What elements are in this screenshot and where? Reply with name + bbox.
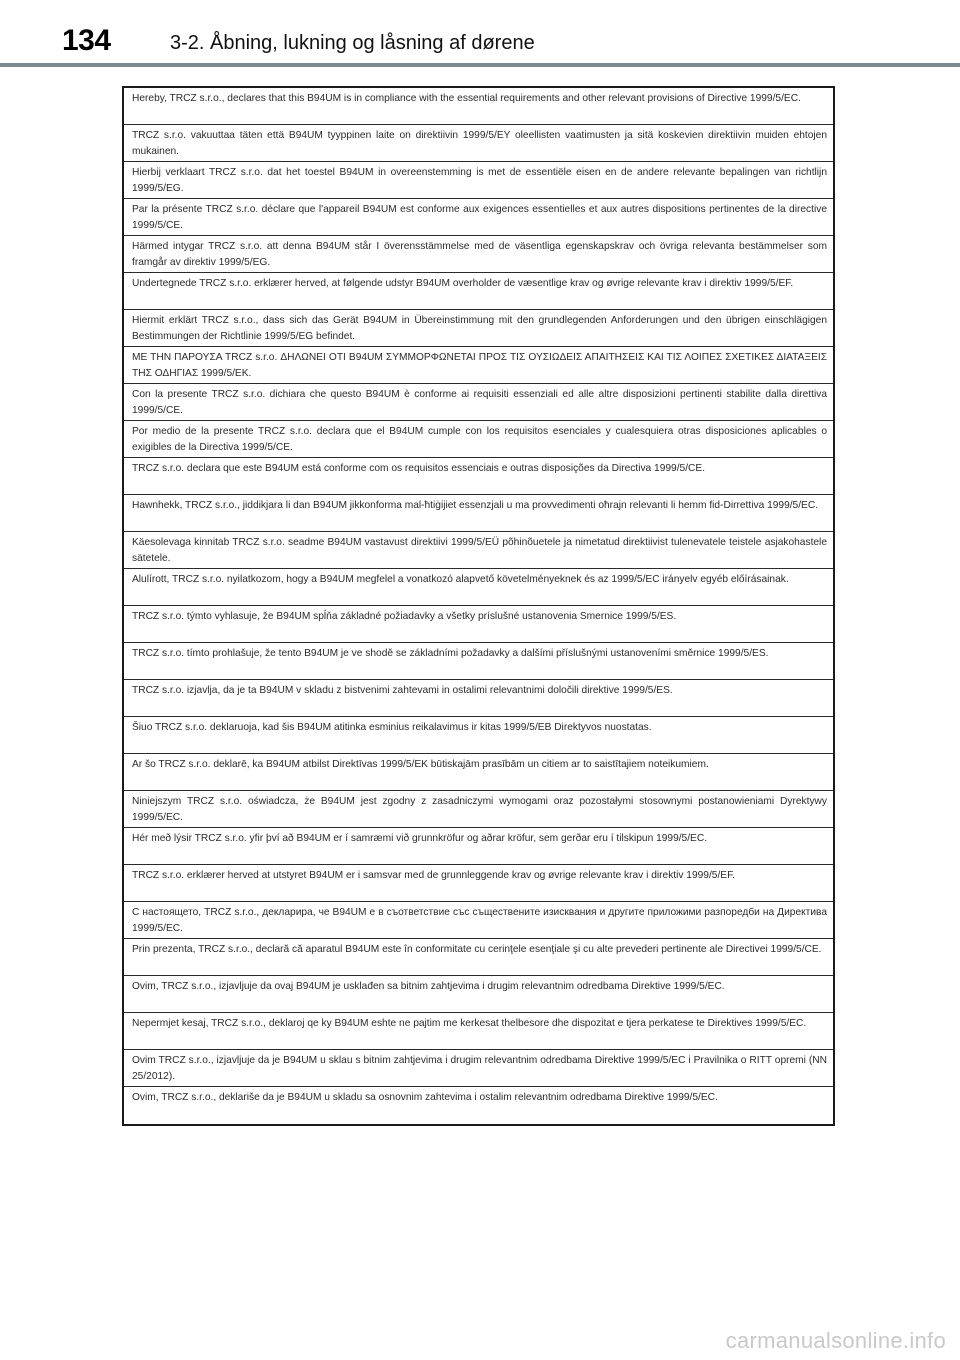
declaration-row: Ovim, TRCZ s.r.o., deklariše da je B94UM u skladu sa osnovnim zahtevima i ostalim relevantnim odredbama Direktive 1999/5/EC. — [132, 1092, 718, 1103]
declaration-row: TRCZ s.r.o. týmto vyhlasuje, že B94UM spĺňa základné požiadavky a všetky príslušné ustanovenia Smernice 1999/5/ES. — [124, 606, 833, 643]
declaration-of-conformity-table — [122, 86, 835, 1126]
declaration-row: TRCZ s.r.o. izjavlja, da je ta B94UM v skladu z bistvenimi zahtevami in ostalimi relevantnimi določili direktive 1999/5/ES. — [124, 680, 833, 717]
page-number: 134 — [62, 24, 111, 57]
declaration-row: Šiuo TRCZ s.r.o. deklaruoja, kad šis B94UM atitinka esminius reikalavimus ir kitas 1999/5/EB Direktyvos nuostatas. — [124, 717, 833, 754]
declaration-row: Hawnhekk, TRCZ s.r.o., jiddikjara li dan B94UM jikkonforma mal-ħtiġijiet essenzjali u ma provvedimenti oħrajn relevanti li hemm fid-Dirrettiva 1999/5/EC. — [124, 495, 833, 532]
declaration-row: Härmed intygar TRCZ s.r.o. att denna B94UM står I överensstämmelse med de väsentliga egenskapskrav och övriga relevanta bestämmelser som framgår av direktiv 1999/5/EG. — [124, 236, 833, 273]
declaration-row: Ovim TRCZ s.r.o., izjavljuje da je B94UM u sklau s bitnim zahtjevima i drugim relevantnim odredbama Direktive 1999/5/EC i Pravilnika o RITT opremi (NN 25/2012). — [124, 1050, 833, 1087]
declaration-row: Por medio de la presente TRCZ s.r.o. declara que el B94UM cumple con los requisitos esenciales y cualesquiera otras disposiciones aplicables o exigibles de la Directiva 1999/5/CE. — [124, 421, 833, 458]
header-rule — [0, 63, 960, 67]
declaration-row: Undertegnede TRCZ s.r.o. erklærer herved, at følgende udstyr B94UM overholder de væsentlige krav og øvrige relevante krav i direktiv 1999/5/EF. — [124, 273, 833, 310]
chapter-title: 3-2. Åbning, lukning og låsning af dørene — [170, 32, 535, 54]
declaration-row: Käesolevaga kinnitab TRCZ s.r.o. seadme B94UM vastavust direktiivi 1999/5/EÜ põhinõuetele ja nimetatud direktiivist tulenevatele teistele asjakohastele sätetele. — [124, 532, 833, 569]
page-header — [0, 0, 960, 70]
declaration-row: Hereby, TRCZ s.r.o., declares that this B94UM is in compliance with the essential requirements and other relevant provisions of Directive 1999/5/EC. — [124, 88, 833, 125]
declaration-row: TRCZ s.r.o. vakuuttaa täten että B94UM tyyppinen laite on direktiivin 1999/5/EY oleellisten vaatimusten ja sitä koskevien direktiivin muiden ehtojen mukainen. — [124, 125, 833, 162]
declaration-row: TRCZ s.r.o. declara que este B94UM está conforme com os requisitos essenciais e outras disposições da Directiva 1999/5/CE. — [124, 458, 833, 495]
declaration-row: Hiermit erklärt TRCZ s.r.o., dass sich das Gerät B94UM in Übereinstimmung mit den grundlegenden Anforderungen und den übrigen einschlägigen Bestimmungen der Richtlinie 1999/5/EG befindet. — [124, 310, 833, 347]
declaration-row: Con la presente TRCZ s.r.o. dichiara che questo B94UM è conforme ai requisiti essenziali ed alle altre disposizioni pertinenti stabilite dalla direttiva 1999/5/CE. — [124, 384, 833, 421]
declaration-row: Alulírott, TRCZ s.r.o. nyilatkozom, hogy a B94UM megfelel a vonatkozó alapvető követelményeknek és az 1999/5/EC irányelv egyéb előírásainak. — [124, 569, 833, 606]
declaration-row: Niniejszym TRCZ s.r.o. oświadcza, że B94UM jest zgodny z zasadniczymi wymogami oraz pozostałymi stosownymi postanowieniami Dyrektywy 1999/5/EC. — [124, 791, 833, 828]
declaration-row: Prin prezenta, TRCZ s.r.o., declară că aparatul B94UM este în conformitate cu cerinţele esenţiale şi cu alte prevederi pertinente ale Directivei 1999/5/CE. — [124, 939, 833, 976]
watermark: carmanualsonline.info — [725, 1328, 946, 1353]
declaration-row: Hierbij verklaart TRCZ s.r.o. dat het toestel B94UM in overeenstemming is met de essentiële eisen en de andere relevante bepalingen van richtlijn 1999/5/EG. — [124, 162, 833, 199]
declaration-row: Ar šo TRCZ s.r.o. deklarē, ka B94UM atbilst Direktīvas 1999/5/EK būtiskajām prasībām un citiem ar to saistītajiem noteikumiem. — [124, 754, 833, 791]
declaration-row: Par la présente TRCZ s.r.o. déclare que l'appareil B94UM est conforme aux exigences essentielles et aux autres dispositions pertinentes de la directive 1999/5/CE. — [124, 199, 833, 236]
declaration-row: С настоящето, TRCZ s.r.o., декларира, че B94UM е в съответствие със съществените изисквания и другите приложими разпоредби на Директива 1999/5/EC. — [124, 902, 833, 939]
declaration-row: Ovim, TRCZ s.r.o., izjavljuje da ovaj B94UM je usklađen sa bitnim zahtjevima i drugim relevantnim odredbama Direktive 1999/5/EC. — [124, 976, 833, 1013]
declaration-row: TRCZ s.r.o. erklærer herved at utstyret B94UM er i samsvar med de grunnleggende krav og øvrige relevante krav i direktiv 1999/5/EF. — [124, 865, 833, 902]
declaration-row: ΜΕ ΤΗΝ ΠΑΡΟΥΣΑ TRCZ s.r.o. ΔΗΛΩΝΕΙ ΟΤΙ B94UM ΣΥΜΜΟΡΦΩΝΕΤΑΙ ΠΡΟΣ ΤΙΣ ΟΥΣΙΩΔΕΙΣ ΑΠΑΙΤΗΣΕΙΣ ΚΑΙ ΤΙΣ ΛΟΙΠΕΣ ΣΧΕΤΙΚΕΣ ΔΙΑΤΑΞΕΙΣ ΤΗΣ ΟΔΗΓΙΑΣ 1999/5/ΕΚ. — [124, 347, 833, 384]
declaration-row: Nepermjet kesaj, TRCZ s.r.o., deklaroj qe ky B94UM eshte ne pajtim me kerkesat thelbesore dhe dispozitat e tjera perkatese te Direktives 1999/5/EC. — [124, 1013, 833, 1050]
declaration-row: Hér með lýsir TRCZ s.r.o. yfir því að B94UM er í samræmi við grunnkröfur og aðrar kröfur, sem gerðar eru í tilskipun 1999/5/EC. — [124, 828, 833, 865]
declaration-row: TRCZ s.r.o. tímto prohlašuje, že tento B94UM je ve shodě se základními požadavky a dalšími příslušnými ustanoveními směrnice 1999/5/ES. — [124, 643, 833, 680]
